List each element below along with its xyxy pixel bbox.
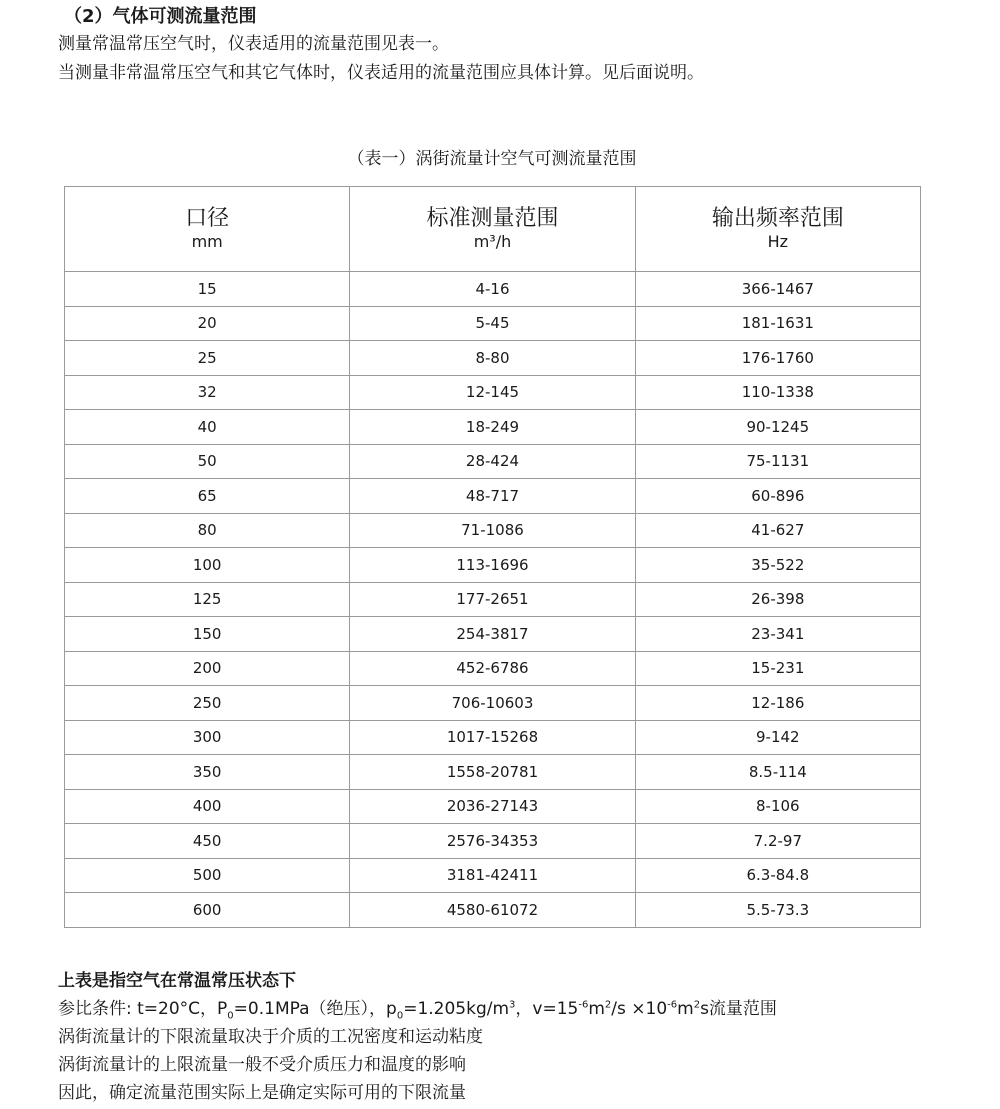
header-frequency-range-unit: Hz (767, 232, 789, 251)
section-heading: （2）气体可测流量范围 (64, 6, 257, 27)
cell-frequency-range: 366-1467 (635, 272, 920, 307)
cell-flow-range: 3181-42411 (350, 858, 635, 893)
cell-frequency-range: 60-896 (635, 479, 920, 514)
cell-diameter: 15 (65, 272, 350, 307)
header-flow-range-title: 标准测量范围 (426, 206, 559, 231)
cond-part-4: ，v=15 (515, 999, 579, 1019)
cell-diameter: 250 (65, 686, 350, 721)
cond-part-5: m (588, 999, 605, 1019)
table-row (65, 617, 921, 652)
cell-flow-range: 706-10603 (350, 686, 635, 721)
table-row (65, 375, 921, 410)
cell-diameter: 32 (65, 375, 350, 410)
table-row (65, 651, 921, 686)
cond-part-8: s流量范围 (700, 999, 777, 1019)
cell-diameter: 350 (65, 755, 350, 790)
cell-diameter: 50 (65, 444, 350, 479)
note-line-3: 因此，确定流量范围实际上是确定实际可用的下限流量 (58, 1083, 466, 1103)
header-frequency-range (635, 187, 920, 272)
cell-flow-range: 5-45 (350, 306, 635, 341)
table-row (65, 548, 921, 583)
cell-flow-range: 177-2651 (350, 582, 635, 617)
cell-flow-range: 1558-20781 (350, 755, 635, 790)
intro-section (58, 4, 978, 88)
cell-flow-range: 2036-27143 (350, 789, 635, 824)
cond-part-6: /s ×10 (611, 999, 668, 1019)
cell-flow-range: 71-1086 (350, 513, 635, 548)
cell-flow-range: 48-717 (350, 479, 635, 514)
cell-frequency-range: 110-1338 (635, 375, 920, 410)
table-row (65, 893, 921, 928)
cell-frequency-range: 9-142 (635, 720, 920, 755)
header-frequency-range-title: 输出频率范围 (711, 206, 844, 231)
cell-frequency-range: 23-341 (635, 617, 920, 652)
cell-flow-range: 113-1696 (350, 548, 635, 583)
cell-frequency-range: 26-398 (635, 582, 920, 617)
intro-line-2: 当测量非常温常压空气和其它气体时，仪表适用的流量范围应具体计算。见后面说明。 (58, 63, 704, 83)
cell-diameter: 25 (65, 341, 350, 376)
cell-frequency-range: 181-1631 (635, 306, 920, 341)
cond-sup-4: -6 (667, 999, 678, 1011)
table-row (65, 513, 921, 548)
cell-diameter: 300 (65, 720, 350, 755)
cell-diameter: 125 (65, 582, 350, 617)
cell-frequency-range: 35-522 (635, 548, 920, 583)
cell-flow-range: 18-249 (350, 410, 635, 445)
cell-frequency-range: 90-1245 (635, 410, 920, 445)
cell-flow-range: 8-80 (350, 341, 635, 376)
cell-frequency-range: 176-1760 (635, 341, 920, 376)
header-diameter (65, 187, 350, 272)
cond-sup-3: 2 (604, 999, 612, 1011)
cond-sub-2: 0 (396, 1010, 404, 1022)
cell-flow-range: 254-3817 (350, 617, 635, 652)
table-row (65, 306, 921, 341)
cell-frequency-range: 5.5-73.3 (635, 893, 920, 928)
table-row (65, 720, 921, 755)
table-header-row (65, 187, 921, 272)
cell-diameter: 600 (65, 893, 350, 928)
cond-sup-5: 2 (693, 999, 701, 1011)
notes-title: 上表是指空气在常温常压状态下 (58, 971, 296, 991)
header-diameter-title: 口径 (185, 206, 230, 231)
cell-frequency-range: 6.3-84.8 (635, 858, 920, 893)
cell-flow-range: 2576-34353 (350, 824, 635, 859)
cell-frequency-range: 41-627 (635, 513, 920, 548)
cell-flow-range: 452-6786 (350, 651, 635, 686)
cell-diameter: 20 (65, 306, 350, 341)
cell-diameter: 150 (65, 617, 350, 652)
notes-section (58, 967, 978, 1107)
cell-frequency-range: 15-231 (635, 651, 920, 686)
table-row (65, 686, 921, 721)
cell-flow-range: 4580-61072 (350, 893, 635, 928)
cond-sub-1: 0 (227, 1010, 234, 1022)
cell-flow-range: 28-424 (350, 444, 635, 479)
cell-flow-range: 1017-15268 (350, 720, 635, 755)
note-line-1: 涡街流量计的下限流量取决于介质的工况密度和运动粘度 (58, 1027, 483, 1047)
cell-diameter: 40 (65, 410, 350, 445)
cell-diameter: 400 (65, 789, 350, 824)
cond-prefix: 参比条件: t=20°C，P (58, 999, 228, 1019)
cell-diameter: 100 (65, 548, 350, 583)
cell-diameter: 200 (65, 651, 350, 686)
table-row (65, 444, 921, 479)
table-row (65, 789, 921, 824)
table-row (65, 410, 921, 445)
table-row (65, 479, 921, 514)
table-caption: （表一）涡街流量计空气可测流量范围 (347, 149, 637, 169)
cond-sup-2: -6 (578, 999, 589, 1011)
table-row (65, 341, 921, 376)
header-flow-range-unit: m³/h (473, 232, 512, 251)
cell-diameter: 65 (65, 479, 350, 514)
cell-diameter: 80 (65, 513, 350, 548)
table-row (65, 755, 921, 790)
intro-line-1: 测量常温常压空气时，仪表适用的流量范围见表一。 (58, 34, 449, 54)
note-line-2: 涡街流量计的上限流量一般不受介质压力和温度的影响 (58, 1055, 466, 1075)
table-body (65, 272, 921, 928)
header-diameter-unit: mm (191, 232, 223, 251)
table-row (65, 824, 921, 859)
cond-part-3: =1.205kg/m (403, 999, 510, 1019)
cell-frequency-range: 75-1131 (635, 444, 920, 479)
cell-frequency-range: 12-186 (635, 686, 920, 721)
cell-frequency-range: 8.5-114 (635, 755, 920, 790)
cell-diameter: 500 (65, 858, 350, 893)
cell-flow-range: 12-145 (350, 375, 635, 410)
reference-conditions (58, 995, 978, 1023)
cell-diameter: 450 (65, 824, 350, 859)
flow-range-table (64, 186, 921, 928)
cell-flow-range: 4-16 (350, 272, 635, 307)
header-flow-range (350, 187, 635, 272)
table-row (65, 582, 921, 617)
cell-frequency-range: 7.2-97 (635, 824, 920, 859)
cond-sup-1: 3 (509, 999, 516, 1011)
cell-frequency-range: 8-106 (635, 789, 920, 824)
cond-part-2: =0.1MPa（绝压），p (233, 999, 397, 1019)
cond-part-7: m (677, 999, 694, 1019)
table-row (65, 858, 921, 893)
table-row (65, 272, 921, 307)
